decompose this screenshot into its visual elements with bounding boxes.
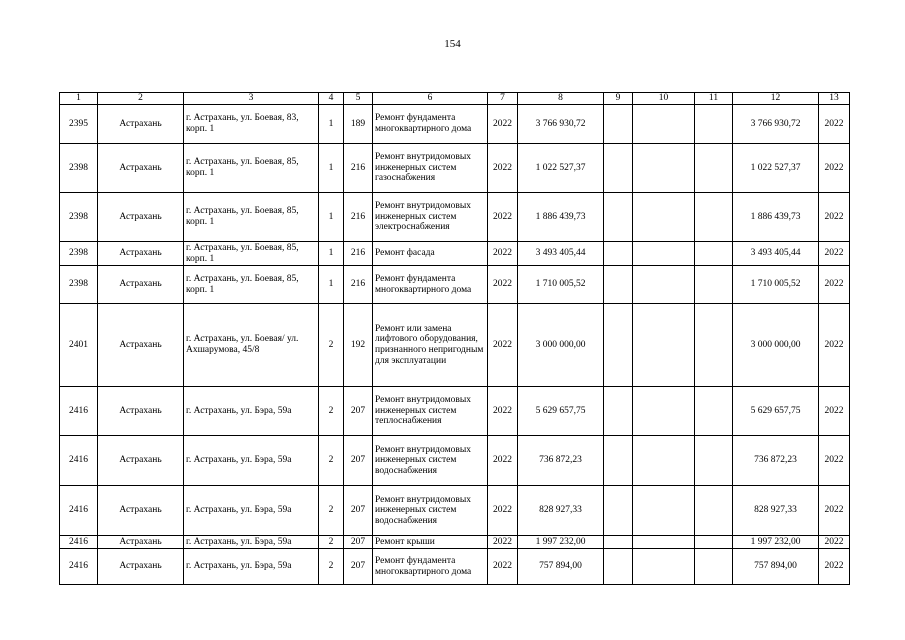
cell-col-4: 1 xyxy=(319,193,344,242)
cell-col-3: г. Астрахань, ул. Боевая/ ул. Ахшарумова, 45/8 xyxy=(184,304,319,387)
cell-col-5: 192 xyxy=(344,304,373,387)
cell-col-6: Ремонт крыши xyxy=(373,536,488,549)
cell-col-9 xyxy=(604,266,633,304)
cell-col-13: 2022 xyxy=(819,536,850,549)
cell-col-10 xyxy=(633,105,695,144)
cell-col-9 xyxy=(604,105,633,144)
register-table xyxy=(59,92,850,585)
cell-col-7: 2022 xyxy=(488,549,518,585)
cell-col-1: 2398 xyxy=(60,266,98,304)
cell-col-12: 1 886 439,73 xyxy=(733,193,819,242)
cell-col-13: 2022 xyxy=(819,266,850,304)
cell-col-8: 3 000 000,00 xyxy=(518,304,604,387)
cell-col-3: г. Астрахань, ул. Бэра, 59а xyxy=(184,536,319,549)
table-row xyxy=(60,144,850,193)
cell-col-6: Ремонт фундамента многоквартирного дома xyxy=(373,549,488,585)
cell-col-10 xyxy=(633,549,695,585)
cell-col-1: 2401 xyxy=(60,304,98,387)
cell-col-6: Ремонт внутридомовых инженерных систем водоснабжения xyxy=(373,436,488,486)
cell-col-12: 757 894,00 xyxy=(733,549,819,585)
cell-col-9 xyxy=(604,304,633,387)
column-header-5: 5 xyxy=(344,93,373,105)
cell-col-9 xyxy=(604,436,633,486)
table-row xyxy=(60,105,850,144)
cell-col-6: Ремонт внутридомовых инженерных систем теплоснабжения xyxy=(373,387,488,436)
cell-col-13: 2022 xyxy=(819,549,850,585)
cell-col-12: 828 927,33 xyxy=(733,486,819,536)
table-row xyxy=(60,304,850,387)
cell-col-6: Ремонт внутридомовых инженерных систем водоснабжения xyxy=(373,486,488,536)
column-header-9: 9 xyxy=(604,93,633,105)
cell-col-8: 757 894,00 xyxy=(518,549,604,585)
cell-col-5: 216 xyxy=(344,266,373,304)
column-header-13: 13 xyxy=(819,93,850,105)
cell-col-6: Ремонт внутридомовых инженерных систем газоснабжения xyxy=(373,144,488,193)
table-row xyxy=(60,387,850,436)
cell-col-1: 2416 xyxy=(60,486,98,536)
cell-col-8: 736 872,23 xyxy=(518,436,604,486)
header-row xyxy=(60,93,850,105)
cell-col-5: 207 xyxy=(344,549,373,585)
table-row xyxy=(60,486,850,536)
cell-col-10 xyxy=(633,486,695,536)
cell-col-11 xyxy=(695,266,733,304)
cell-col-9 xyxy=(604,387,633,436)
cell-col-1: 2416 xyxy=(60,549,98,585)
column-header-6: 6 xyxy=(373,93,488,105)
cell-col-4: 2 xyxy=(319,536,344,549)
cell-col-12: 3 766 930,72 xyxy=(733,105,819,144)
cell-col-1: 2416 xyxy=(60,387,98,436)
cell-col-2: Астрахань xyxy=(98,144,184,193)
cell-col-5: 207 xyxy=(344,486,373,536)
cell-col-2: Астрахань xyxy=(98,436,184,486)
cell-col-3: г. Астрахань, ул. Боевая, 85, корп. 1 xyxy=(184,144,319,193)
cell-col-4: 2 xyxy=(319,549,344,585)
cell-col-8: 3 493 405,44 xyxy=(518,242,604,266)
cell-col-10 xyxy=(633,387,695,436)
cell-col-10 xyxy=(633,144,695,193)
column-header-10: 10 xyxy=(633,93,695,105)
cell-col-9 xyxy=(604,536,633,549)
cell-col-8: 3 766 930,72 xyxy=(518,105,604,144)
cell-col-11 xyxy=(695,242,733,266)
cell-col-8: 1 710 005,52 xyxy=(518,266,604,304)
cell-col-11 xyxy=(695,486,733,536)
cell-col-5: 216 xyxy=(344,242,373,266)
cell-col-11 xyxy=(695,144,733,193)
cell-col-7: 2022 xyxy=(488,193,518,242)
cell-col-4: 2 xyxy=(319,486,344,536)
cell-col-3: г. Астрахань, ул. Бэра, 59а xyxy=(184,549,319,585)
cell-col-2: Астрахань xyxy=(98,266,184,304)
cell-col-6: Ремонт фундамента многоквартирного дома xyxy=(373,105,488,144)
cell-col-13: 2022 xyxy=(819,242,850,266)
cell-col-6: Ремонт фасада xyxy=(373,242,488,266)
cell-col-3: г. Астрахань, ул. Боевая, 85, корп. 1 xyxy=(184,242,319,266)
cell-col-11 xyxy=(695,193,733,242)
cell-col-12: 1 997 232,00 xyxy=(733,536,819,549)
column-header-7: 7 xyxy=(488,93,518,105)
cell-col-1: 2395 xyxy=(60,105,98,144)
cell-col-13: 2022 xyxy=(819,144,850,193)
cell-col-10 xyxy=(633,536,695,549)
cell-col-4: 1 xyxy=(319,242,344,266)
cell-col-4: 1 xyxy=(319,266,344,304)
cell-col-10 xyxy=(633,266,695,304)
cell-col-12: 5 629 657,75 xyxy=(733,387,819,436)
cell-col-5: 207 xyxy=(344,536,373,549)
cell-col-2: Астрахань xyxy=(98,193,184,242)
cell-col-10 xyxy=(633,193,695,242)
cell-col-9 xyxy=(604,242,633,266)
cell-col-10 xyxy=(633,304,695,387)
table-row xyxy=(60,242,850,266)
cell-col-12: 736 872,23 xyxy=(733,436,819,486)
cell-col-2: Астрахань xyxy=(98,536,184,549)
cell-col-7: 2022 xyxy=(488,105,518,144)
cell-col-7: 2022 xyxy=(488,436,518,486)
cell-col-13: 2022 xyxy=(819,436,850,486)
cell-col-7: 2022 xyxy=(488,536,518,549)
cell-col-10 xyxy=(633,242,695,266)
cell-col-8: 1 022 527,37 xyxy=(518,144,604,193)
cell-col-4: 2 xyxy=(319,387,344,436)
cell-col-13: 2022 xyxy=(819,105,850,144)
cell-col-7: 2022 xyxy=(488,387,518,436)
cell-col-1: 2398 xyxy=(60,193,98,242)
cell-col-12: 3 493 405,44 xyxy=(733,242,819,266)
cell-col-5: 216 xyxy=(344,193,373,242)
cell-col-11 xyxy=(695,536,733,549)
cell-col-5: 189 xyxy=(344,105,373,144)
cell-col-7: 2022 xyxy=(488,266,518,304)
cell-col-12: 1 710 005,52 xyxy=(733,266,819,304)
cell-col-2: Астрахань xyxy=(98,242,184,266)
cell-col-13: 2022 xyxy=(819,193,850,242)
cell-col-8: 1 886 439,73 xyxy=(518,193,604,242)
cell-col-4: 1 xyxy=(319,105,344,144)
cell-col-9 xyxy=(604,144,633,193)
cell-col-9 xyxy=(604,486,633,536)
cell-col-5: 207 xyxy=(344,387,373,436)
table-row xyxy=(60,193,850,242)
cell-col-3: г. Астрахань, ул. Бэра, 59а xyxy=(184,436,319,486)
cell-col-6: Ремонт или замена лифтового оборудования, признанного непригодным для эксплуатации xyxy=(373,304,488,387)
cell-col-5: 207 xyxy=(344,436,373,486)
cell-col-11 xyxy=(695,549,733,585)
table-row xyxy=(60,436,850,486)
cell-col-1: 2416 xyxy=(60,536,98,549)
cell-col-8: 828 927,33 xyxy=(518,486,604,536)
cell-col-3: г. Астрахань, ул. Боевая, 83, корп. 1 xyxy=(184,105,319,144)
cell-col-12: 1 022 527,37 xyxy=(733,144,819,193)
column-header-1: 1 xyxy=(60,93,98,105)
cell-col-2: Астрахань xyxy=(98,549,184,585)
page-number: 154 xyxy=(444,38,461,50)
column-header-11: 11 xyxy=(695,93,733,105)
cell-col-1: 2398 xyxy=(60,242,98,266)
cell-col-2: Астрахань xyxy=(98,304,184,387)
cell-col-11 xyxy=(695,436,733,486)
cell-col-5: 216 xyxy=(344,144,373,193)
cell-col-2: Астрахань xyxy=(98,105,184,144)
cell-col-4: 2 xyxy=(319,304,344,387)
column-header-3: 3 xyxy=(184,93,319,105)
cell-col-9 xyxy=(604,549,633,585)
cell-col-11 xyxy=(695,304,733,387)
table-row xyxy=(60,549,850,585)
cell-col-2: Астрахань xyxy=(98,486,184,536)
cell-col-6: Ремонт внутридомовых инженерных систем электроснабжения xyxy=(373,193,488,242)
cell-col-11 xyxy=(695,105,733,144)
column-header-2: 2 xyxy=(98,93,184,105)
column-header-8: 8 xyxy=(518,93,604,105)
cell-col-12: 3 000 000,00 xyxy=(733,304,819,387)
cell-col-1: 2398 xyxy=(60,144,98,193)
cell-col-1: 2416 xyxy=(60,436,98,486)
cell-col-13: 2022 xyxy=(819,304,850,387)
table-row xyxy=(60,266,850,304)
cell-col-7: 2022 xyxy=(488,144,518,193)
cell-col-3: г. Астрахань, ул. Бэра, 59а xyxy=(184,486,319,536)
cell-col-7: 2022 xyxy=(488,486,518,536)
column-header-4: 4 xyxy=(319,93,344,105)
cell-col-10 xyxy=(633,436,695,486)
table-row xyxy=(60,536,850,549)
cell-col-4: 1 xyxy=(319,144,344,193)
cell-col-6: Ремонт фундамента многоквартирного дома xyxy=(373,266,488,304)
cell-col-8: 5 629 657,75 xyxy=(518,387,604,436)
cell-col-11 xyxy=(695,387,733,436)
cell-col-3: г. Астрахань, ул. Боевая, 85, корп. 1 xyxy=(184,266,319,304)
cell-col-13: 2022 xyxy=(819,387,850,436)
cell-col-7: 2022 xyxy=(488,242,518,266)
cell-col-7: 2022 xyxy=(488,304,518,387)
column-header-12: 12 xyxy=(733,93,819,105)
cell-col-3: г. Астрахань, ул. Бэра, 59а xyxy=(184,387,319,436)
cell-col-4: 2 xyxy=(319,436,344,486)
cell-col-13: 2022 xyxy=(819,486,850,536)
table-body xyxy=(60,105,850,585)
cell-col-9 xyxy=(604,193,633,242)
cell-col-3: г. Астрахань, ул. Боевая, 85, корп. 1 xyxy=(184,193,319,242)
cell-col-2: Астрахань xyxy=(98,387,184,436)
cell-col-8: 1 997 232,00 xyxy=(518,536,604,549)
